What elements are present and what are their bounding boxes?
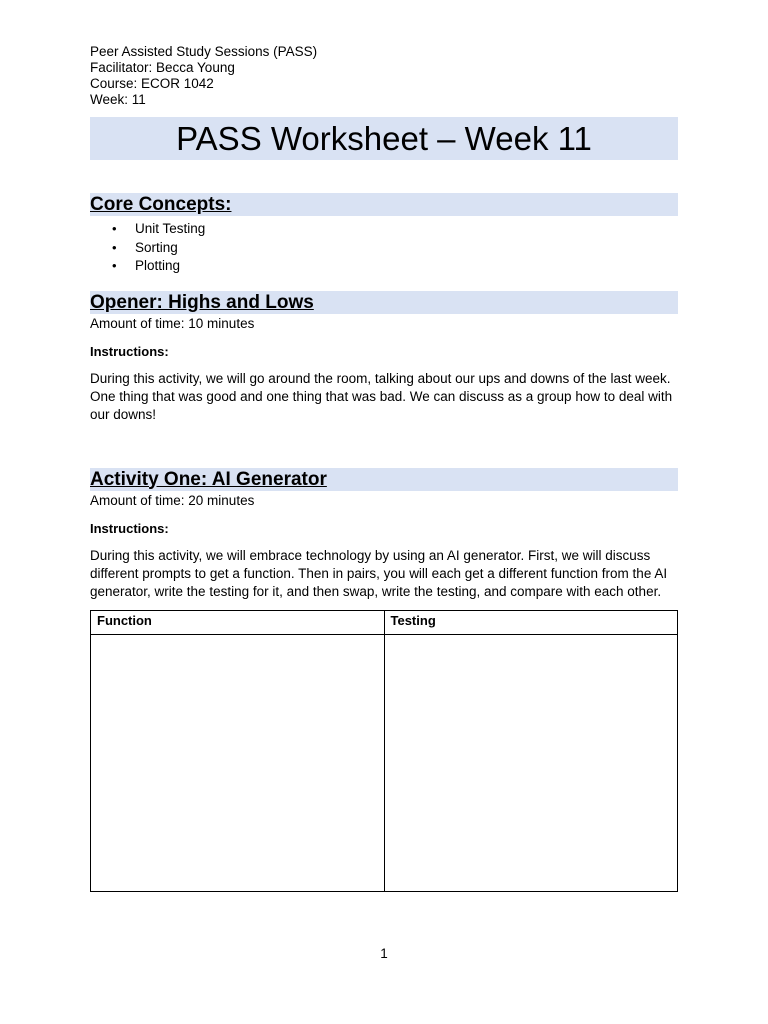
page-number: 1	[380, 946, 388, 961]
list-item: • Plotting	[90, 257, 678, 276]
opener-heading	[90, 291, 678, 314]
worksheet-page	[90, 44, 678, 892]
page-title: PASS Worksheet – Week 11	[176, 120, 592, 157]
course-line: Course: ECOR 1042	[90, 76, 214, 91]
program-line: Peer Assisted Study Sessions (PASS)	[90, 44, 318, 59]
week-line: Week: 11	[90, 92, 146, 107]
core-concepts-heading-text: Core Concepts:	[90, 194, 232, 215]
core-concepts-list	[90, 220, 678, 276]
activity-one-instructions: During this activity, we will embrace technology by using an AI generator. First, we will discuss different prompts to get a function. Then in pairs, you will each get a different function from the AI generator, write the testing for it, and then swap, write the testing, and compare with each other.	[90, 547, 668, 599]
column-header-testing: Testing	[384, 610, 678, 634]
activity-one-instructions-label: Instructions:	[90, 520, 169, 536]
opener-heading-text: Opener: Highs and Lows	[90, 291, 314, 313]
table-row	[91, 634, 678, 891]
function-testing-table	[90, 610, 678, 892]
document-header	[90, 44, 678, 108]
activity-one-time: Amount of time: 20 minutes	[90, 492, 255, 508]
column-header-function: Function	[91, 610, 385, 634]
activity-one-heading-text: Activity One: AI Generator	[90, 468, 327, 490]
facilitator-line: Facilitator: Becca Young	[90, 60, 235, 75]
list-item: • Sorting	[90, 239, 678, 258]
table-header-row	[91, 610, 678, 634]
title-band	[90, 117, 678, 160]
core-concepts-heading	[90, 193, 678, 216]
list-item: • Unit Testing	[90, 220, 678, 239]
opener-time: Amount of time: 10 minutes	[90, 315, 255, 331]
testing-cell[interactable]	[384, 634, 678, 891]
activity-one-heading	[90, 468, 678, 491]
opener-instructions: During this activity, we will go around the room, talking about our ups and downs of the last week. One thing that was good and one thing that was bad. We can discuss as a group how to deal with our downs!	[90, 370, 673, 422]
function-cell[interactable]	[91, 634, 385, 891]
opener-instructions-label: Instructions:	[90, 343, 169, 359]
